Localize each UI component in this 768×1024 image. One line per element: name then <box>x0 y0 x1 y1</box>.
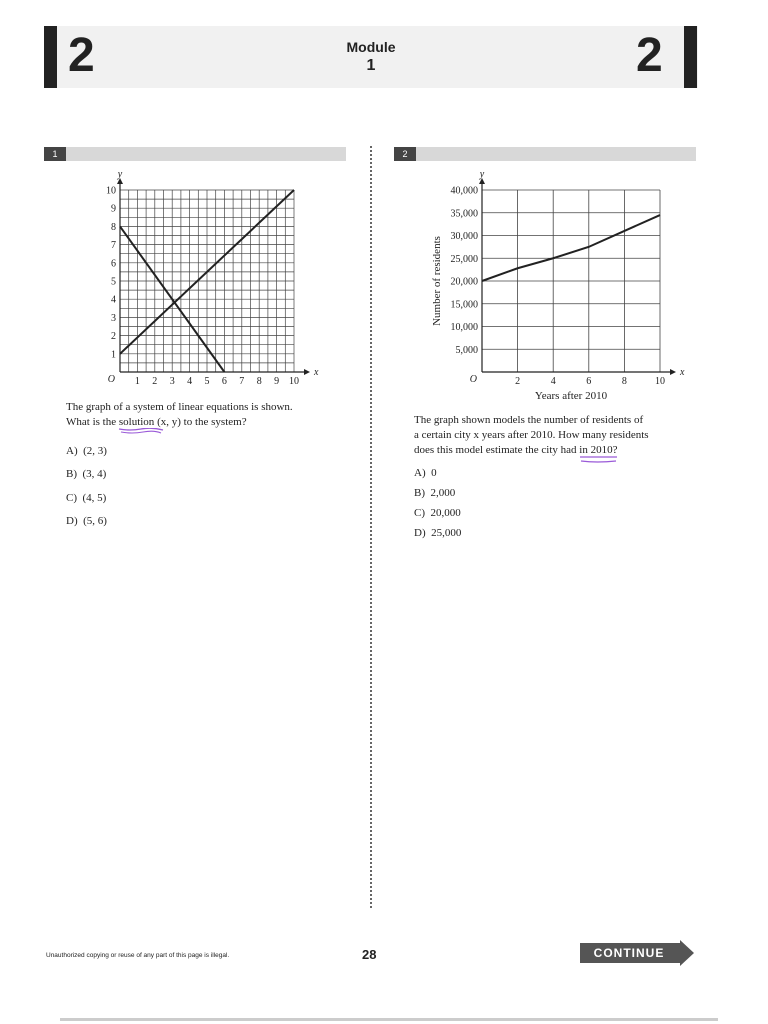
choice-text: (3, 4) <box>82 468 107 480</box>
chart-1-linear-system <box>90 170 330 390</box>
y-tick-label: 5,000 <box>455 344 478 356</box>
y-tick-label: 25,000 <box>450 253 478 265</box>
x-tick-label: 9 <box>274 376 280 387</box>
series-line-1 <box>482 215 660 281</box>
q1-handwritten-underline <box>118 428 164 434</box>
chart-2-residents <box>420 170 690 410</box>
choice-letter: B) <box>414 487 425 499</box>
q1-choice-b[interactable] <box>66 467 186 482</box>
x-tick-label: 7 <box>239 376 245 387</box>
y-tick-label: 6 <box>111 258 116 270</box>
x-axis-label: x <box>680 367 685 378</box>
question-2-number: 2 <box>394 147 416 161</box>
q1-choice-d[interactable] <box>66 514 186 529</box>
q2-choice-b[interactable] <box>414 486 534 501</box>
q1-choice-c[interactable] <box>66 491 186 506</box>
x-tick-label: 5 <box>204 376 210 387</box>
module-heading <box>0 38 742 76</box>
choice-text: (2, 3) <box>83 445 107 457</box>
x-axis-label: x <box>314 367 319 378</box>
module-number: 1 <box>366 57 376 74</box>
choice-text: 0 <box>431 467 437 479</box>
x-tick-label: 10 <box>289 376 299 387</box>
q2-text-post: ? <box>612 444 618 456</box>
choice-letter: A) <box>66 445 78 457</box>
x-axis-title: Years after 2010 <box>534 390 608 402</box>
choice-letter: C) <box>414 507 425 519</box>
q2-choice-d[interactable] <box>414 526 534 541</box>
question-1-text <box>66 400 366 430</box>
question-1-bar <box>44 147 346 161</box>
continue-label: CONTINUE <box>593 946 665 960</box>
question-2-text <box>414 413 714 458</box>
choice-text: 2,000 <box>430 487 456 499</box>
x-tick-label: 8 <box>256 376 262 387</box>
y-tick-label: 7 <box>111 240 116 252</box>
y-tick-label: 8 <box>111 221 116 233</box>
origin-label: O <box>107 374 115 385</box>
x-tick-label: 2 <box>515 376 521 387</box>
continue-button[interactable] <box>580 940 696 966</box>
choice-text: 25,000 <box>431 527 462 539</box>
y-axis-label: y <box>479 170 485 180</box>
question-2-bar <box>394 147 696 161</box>
y-tick-label: 9 <box>111 203 116 215</box>
choice-letter: C) <box>66 492 77 504</box>
x-tick-label: 10 <box>655 376 665 387</box>
question-1-line-2 <box>66 415 366 430</box>
y-tick-label: 1 <box>111 349 116 361</box>
y-tick-label: 5 <box>111 276 116 288</box>
q2-handwritten-underline <box>579 456 619 464</box>
q2-text-pre: does this model estimate the city had <box>414 444 580 456</box>
y-tick-label: 40,000 <box>450 185 478 197</box>
section-number-left: 2 <box>68 29 95 82</box>
question-2-line-1: The graph shown models the number of residents of <box>414 414 644 426</box>
choice-letter: A) <box>414 467 426 479</box>
y-tick-label: 10 <box>106 185 116 197</box>
q1-text-pre: What is the <box>66 416 119 428</box>
q1-choice-a[interactable] <box>66 444 186 459</box>
question-2-line-2: a certain city x years after 2010. How many residents <box>414 429 649 441</box>
origin-label: O <box>469 374 477 385</box>
q1-underlined-word <box>119 415 154 430</box>
y-axis-label: y <box>117 170 123 180</box>
x-axis-arrow <box>670 369 676 375</box>
y-tick-label: 35,000 <box>450 208 478 220</box>
y-tick-label: 2 <box>111 331 116 343</box>
choice-text: (5, 6) <box>83 515 107 527</box>
page-bottom-edge <box>60 1018 718 1021</box>
x-tick-label: 4 <box>550 376 556 387</box>
y-tick-label: 30,000 <box>450 231 478 242</box>
choice-text: (4, 5) <box>82 492 107 504</box>
module-label: Module <box>346 39 396 55</box>
x-tick-label: 2 <box>152 376 158 387</box>
q2-underlined-text: in 2010 <box>579 444 613 456</box>
q2-underlined-phrase <box>579 443 612 458</box>
y-tick-label: 20,000 <box>450 276 478 288</box>
y-tick-label: 3 <box>111 312 116 324</box>
q2-choice-c[interactable] <box>414 506 534 521</box>
copyright-note: Unauthorized copying or reuse of any part of this page is illegal. <box>46 952 230 959</box>
x-tick-label: 6 <box>221 376 227 387</box>
choice-letter: D) <box>414 527 426 539</box>
question-1-line-1: The graph of a system of linear equations is shown. <box>66 401 293 413</box>
section-number-right: 2 <box>636 29 663 82</box>
y-tick-label: 15,000 <box>450 299 478 311</box>
x-tick-label: 6 <box>586 376 592 387</box>
choice-letter: D) <box>66 515 78 527</box>
x-tick-label: 3 <box>169 376 175 387</box>
choice-text: 20,000 <box>430 507 461 519</box>
x-tick-label: 8 <box>621 376 627 387</box>
q1-underlined-text: solution <box>118 416 155 428</box>
y-tick-label: 10,000 <box>450 322 478 333</box>
y-axis-title: Number of residents <box>431 236 443 326</box>
column-divider <box>370 146 372 908</box>
question-1-number: 1 <box>44 147 66 161</box>
q2-choice-a[interactable] <box>414 466 534 481</box>
x-tick-label: 4 <box>187 376 193 387</box>
page-number: 28 <box>362 947 377 962</box>
choice-letter: B) <box>66 468 77 480</box>
x-axis-arrow <box>304 369 310 375</box>
q1-text-post: (x, y) to the system? <box>154 416 247 428</box>
question-2-line-3 <box>414 443 714 458</box>
x-tick-label: 1 <box>134 376 140 387</box>
y-tick-label: 4 <box>111 294 116 306</box>
